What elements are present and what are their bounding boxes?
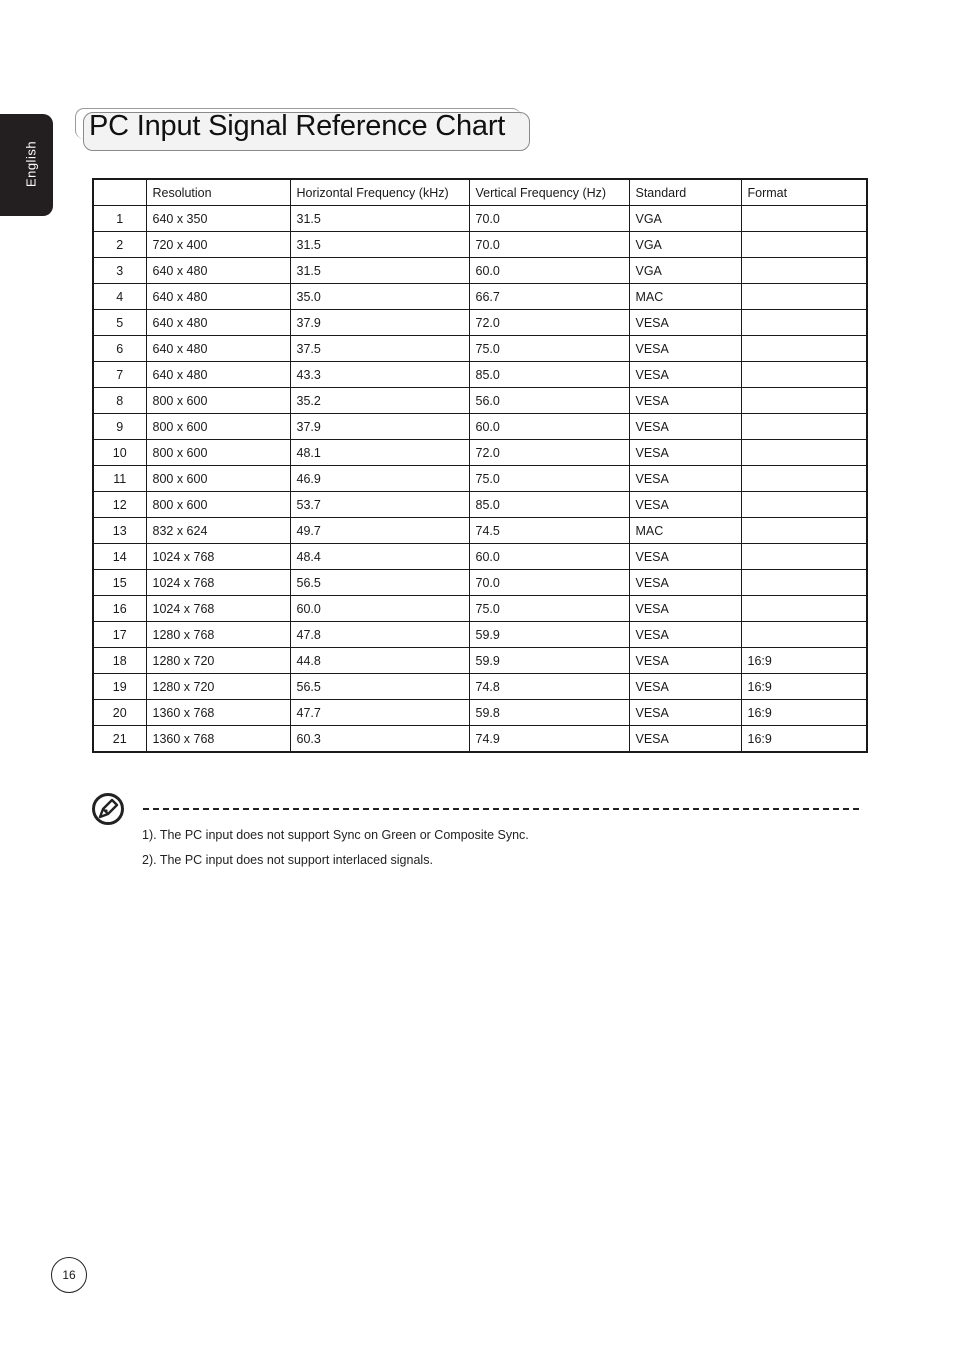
- cell-horizontal-frequency: 37.5: [290, 336, 469, 362]
- cell-resolution: 640 x 480: [146, 284, 290, 310]
- cell-horizontal-frequency: 37.9: [290, 414, 469, 440]
- cell-format: [741, 310, 867, 336]
- cell-vertical-frequency: 85.0: [469, 362, 629, 388]
- cell-resolution: 1024 x 768: [146, 544, 290, 570]
- language-tab: [0, 114, 53, 216]
- cell-vertical-frequency: 72.0: [469, 310, 629, 336]
- cell-vertical-frequency: 70.0: [469, 570, 629, 596]
- cell-format: 16:9: [741, 700, 867, 726]
- cell-index: 21: [93, 726, 146, 753]
- table-row: [93, 466, 867, 492]
- cell-vertical-frequency: 74.5: [469, 518, 629, 544]
- cell-format: [741, 570, 867, 596]
- note-2: 2). The PC input does not support interlaced signals.: [142, 853, 433, 867]
- cell-resolution: 800 x 600: [146, 414, 290, 440]
- cell-index: 17: [93, 622, 146, 648]
- cell-vertical-frequency: 75.0: [469, 336, 629, 362]
- cell-horizontal-frequency: 60.0: [290, 596, 469, 622]
- cell-index: 2: [93, 232, 146, 258]
- page-title: PC Input Signal Reference Chart: [89, 110, 506, 142]
- cell-index: 15: [93, 570, 146, 596]
- cell-horizontal-frequency: 35.2: [290, 388, 469, 414]
- cell-format: [741, 466, 867, 492]
- cell-format: [741, 622, 867, 648]
- cell-index: 3: [93, 258, 146, 284]
- table-row: [93, 414, 867, 440]
- cell-resolution: 1360 x 768: [146, 700, 290, 726]
- cell-format: 16:9: [741, 648, 867, 674]
- cell-vertical-frequency: 60.0: [469, 258, 629, 284]
- cell-format: [741, 518, 867, 544]
- cell-standard: VGA: [629, 206, 741, 232]
- cell-vertical-frequency: 59.8: [469, 700, 629, 726]
- cell-resolution: 1280 x 720: [146, 648, 290, 674]
- table-row: [93, 544, 867, 570]
- cell-horizontal-frequency: 48.4: [290, 544, 469, 570]
- table-row: [93, 492, 867, 518]
- table-header-row: [93, 179, 867, 206]
- table-row: [93, 362, 867, 388]
- table-row: [93, 674, 867, 700]
- cell-index: 12: [93, 492, 146, 518]
- cell-standard: VGA: [629, 258, 741, 284]
- cell-index: 14: [93, 544, 146, 570]
- cell-standard: MAC: [629, 284, 741, 310]
- header-vertical-frequency: Vertical Frequency (Hz): [469, 179, 629, 206]
- header-horizontal-frequency: Horizontal Frequency (kHz): [290, 179, 469, 206]
- cell-resolution: 720 x 400: [146, 232, 290, 258]
- page-number: 16: [51, 1257, 87, 1293]
- cell-format: [741, 440, 867, 466]
- note-icon: [91, 792, 125, 826]
- cell-resolution: 1280 x 720: [146, 674, 290, 700]
- cell-index: 19: [93, 674, 146, 700]
- cell-vertical-frequency: 56.0: [469, 388, 629, 414]
- cell-standard: VESA: [629, 648, 741, 674]
- cell-standard: VESA: [629, 570, 741, 596]
- cell-vertical-frequency: 75.0: [469, 466, 629, 492]
- cell-vertical-frequency: 59.9: [469, 622, 629, 648]
- cell-horizontal-frequency: 46.9: [290, 466, 469, 492]
- cell-horizontal-frequency: 47.8: [290, 622, 469, 648]
- cell-standard: VESA: [629, 544, 741, 570]
- cell-resolution: 640 x 480: [146, 310, 290, 336]
- cell-standard: VESA: [629, 388, 741, 414]
- cell-vertical-frequency: 70.0: [469, 206, 629, 232]
- cell-format: [741, 544, 867, 570]
- table-row: [93, 388, 867, 414]
- cell-vertical-frequency: 72.0: [469, 440, 629, 466]
- cell-standard: VESA: [629, 414, 741, 440]
- header-format: Format: [741, 179, 867, 206]
- cell-format: [741, 596, 867, 622]
- table-row: [93, 258, 867, 284]
- table-row: [93, 518, 867, 544]
- cell-standard: VESA: [629, 622, 741, 648]
- cell-resolution: 640 x 480: [146, 362, 290, 388]
- note-1: 1). The PC input does not support Sync on Green or Composite Sync.: [142, 828, 529, 842]
- signal-reference-table: [92, 178, 868, 753]
- cell-resolution: 1024 x 768: [146, 596, 290, 622]
- cell-format: 16:9: [741, 674, 867, 700]
- cell-standard: VESA: [629, 674, 741, 700]
- cell-standard: VESA: [629, 596, 741, 622]
- cell-resolution: 800 x 600: [146, 492, 290, 518]
- cell-standard: VESA: [629, 726, 741, 753]
- cell-standard: VESA: [629, 336, 741, 362]
- cell-horizontal-frequency: 47.7: [290, 700, 469, 726]
- cell-index: 1: [93, 206, 146, 232]
- language-label: English: [23, 140, 39, 188]
- cell-standard: VESA: [629, 700, 741, 726]
- cell-horizontal-frequency: 31.5: [290, 206, 469, 232]
- cell-index: 6: [93, 336, 146, 362]
- cell-vertical-frequency: 75.0: [469, 596, 629, 622]
- cell-resolution: 640 x 480: [146, 336, 290, 362]
- table-row: [93, 700, 867, 726]
- table-row: [93, 310, 867, 336]
- cell-index: 9: [93, 414, 146, 440]
- cell-index: 7: [93, 362, 146, 388]
- header-index: [93, 179, 146, 206]
- cell-index: 4: [93, 284, 146, 310]
- table-row: [93, 336, 867, 362]
- cell-format: [741, 336, 867, 362]
- cell-vertical-frequency: 85.0: [469, 492, 629, 518]
- cell-vertical-frequency: 70.0: [469, 232, 629, 258]
- table-row: [93, 440, 867, 466]
- cell-resolution: 800 x 600: [146, 388, 290, 414]
- cell-standard: MAC: [629, 518, 741, 544]
- cell-format: [741, 284, 867, 310]
- cell-standard: VESA: [629, 466, 741, 492]
- header-standard: Standard: [629, 179, 741, 206]
- cell-vertical-frequency: 66.7: [469, 284, 629, 310]
- cell-format: [741, 492, 867, 518]
- cell-horizontal-frequency: 53.7: [290, 492, 469, 518]
- cell-vertical-frequency: 60.0: [469, 414, 629, 440]
- cell-format: [741, 258, 867, 284]
- cell-format: [741, 232, 867, 258]
- table-row: [93, 726, 867, 753]
- cell-horizontal-frequency: 43.3: [290, 362, 469, 388]
- cell-resolution: 640 x 350: [146, 206, 290, 232]
- cell-resolution: 1280 x 768: [146, 622, 290, 648]
- cell-horizontal-frequency: 56.5: [290, 570, 469, 596]
- cell-resolution: 1024 x 768: [146, 570, 290, 596]
- cell-format: [741, 414, 867, 440]
- cell-index: 11: [93, 466, 146, 492]
- cell-index: 16: [93, 596, 146, 622]
- cell-resolution: 800 x 600: [146, 466, 290, 492]
- cell-format: [741, 362, 867, 388]
- cell-horizontal-frequency: 31.5: [290, 258, 469, 284]
- cell-resolution: 832 x 624: [146, 518, 290, 544]
- cell-standard: VESA: [629, 492, 741, 518]
- cell-standard: VESA: [629, 440, 741, 466]
- table-row: [93, 596, 867, 622]
- table-row: [93, 206, 867, 232]
- cell-format: [741, 206, 867, 232]
- cell-horizontal-frequency: 60.3: [290, 726, 469, 753]
- cell-index: 18: [93, 648, 146, 674]
- cell-resolution: 640 x 480: [146, 258, 290, 284]
- note-divider: [143, 808, 859, 810]
- cell-horizontal-frequency: 48.1: [290, 440, 469, 466]
- table-row: [93, 284, 867, 310]
- cell-index: 8: [93, 388, 146, 414]
- cell-resolution: 1360 x 768: [146, 726, 290, 753]
- cell-horizontal-frequency: 49.7: [290, 518, 469, 544]
- header-resolution: Resolution: [146, 179, 290, 206]
- cell-vertical-frequency: 59.9: [469, 648, 629, 674]
- table-row: [93, 570, 867, 596]
- cell-format: 16:9: [741, 726, 867, 753]
- cell-standard: VESA: [629, 362, 741, 388]
- cell-index: 20: [93, 700, 146, 726]
- table-row: [93, 622, 867, 648]
- cell-horizontal-frequency: 37.9: [290, 310, 469, 336]
- cell-index: 10: [93, 440, 146, 466]
- cell-resolution: 800 x 600: [146, 440, 290, 466]
- cell-index: 13: [93, 518, 146, 544]
- cell-horizontal-frequency: 56.5: [290, 674, 469, 700]
- cell-horizontal-frequency: 44.8: [290, 648, 469, 674]
- cell-horizontal-frequency: 35.0: [290, 284, 469, 310]
- cell-vertical-frequency: 74.9: [469, 726, 629, 753]
- cell-vertical-frequency: 60.0: [469, 544, 629, 570]
- cell-index: 5: [93, 310, 146, 336]
- cell-format: [741, 388, 867, 414]
- cell-standard: VESA: [629, 310, 741, 336]
- cell-standard: VGA: [629, 232, 741, 258]
- cell-vertical-frequency: 74.8: [469, 674, 629, 700]
- table-row: [93, 648, 867, 674]
- table-row: [93, 232, 867, 258]
- cell-horizontal-frequency: 31.5: [290, 232, 469, 258]
